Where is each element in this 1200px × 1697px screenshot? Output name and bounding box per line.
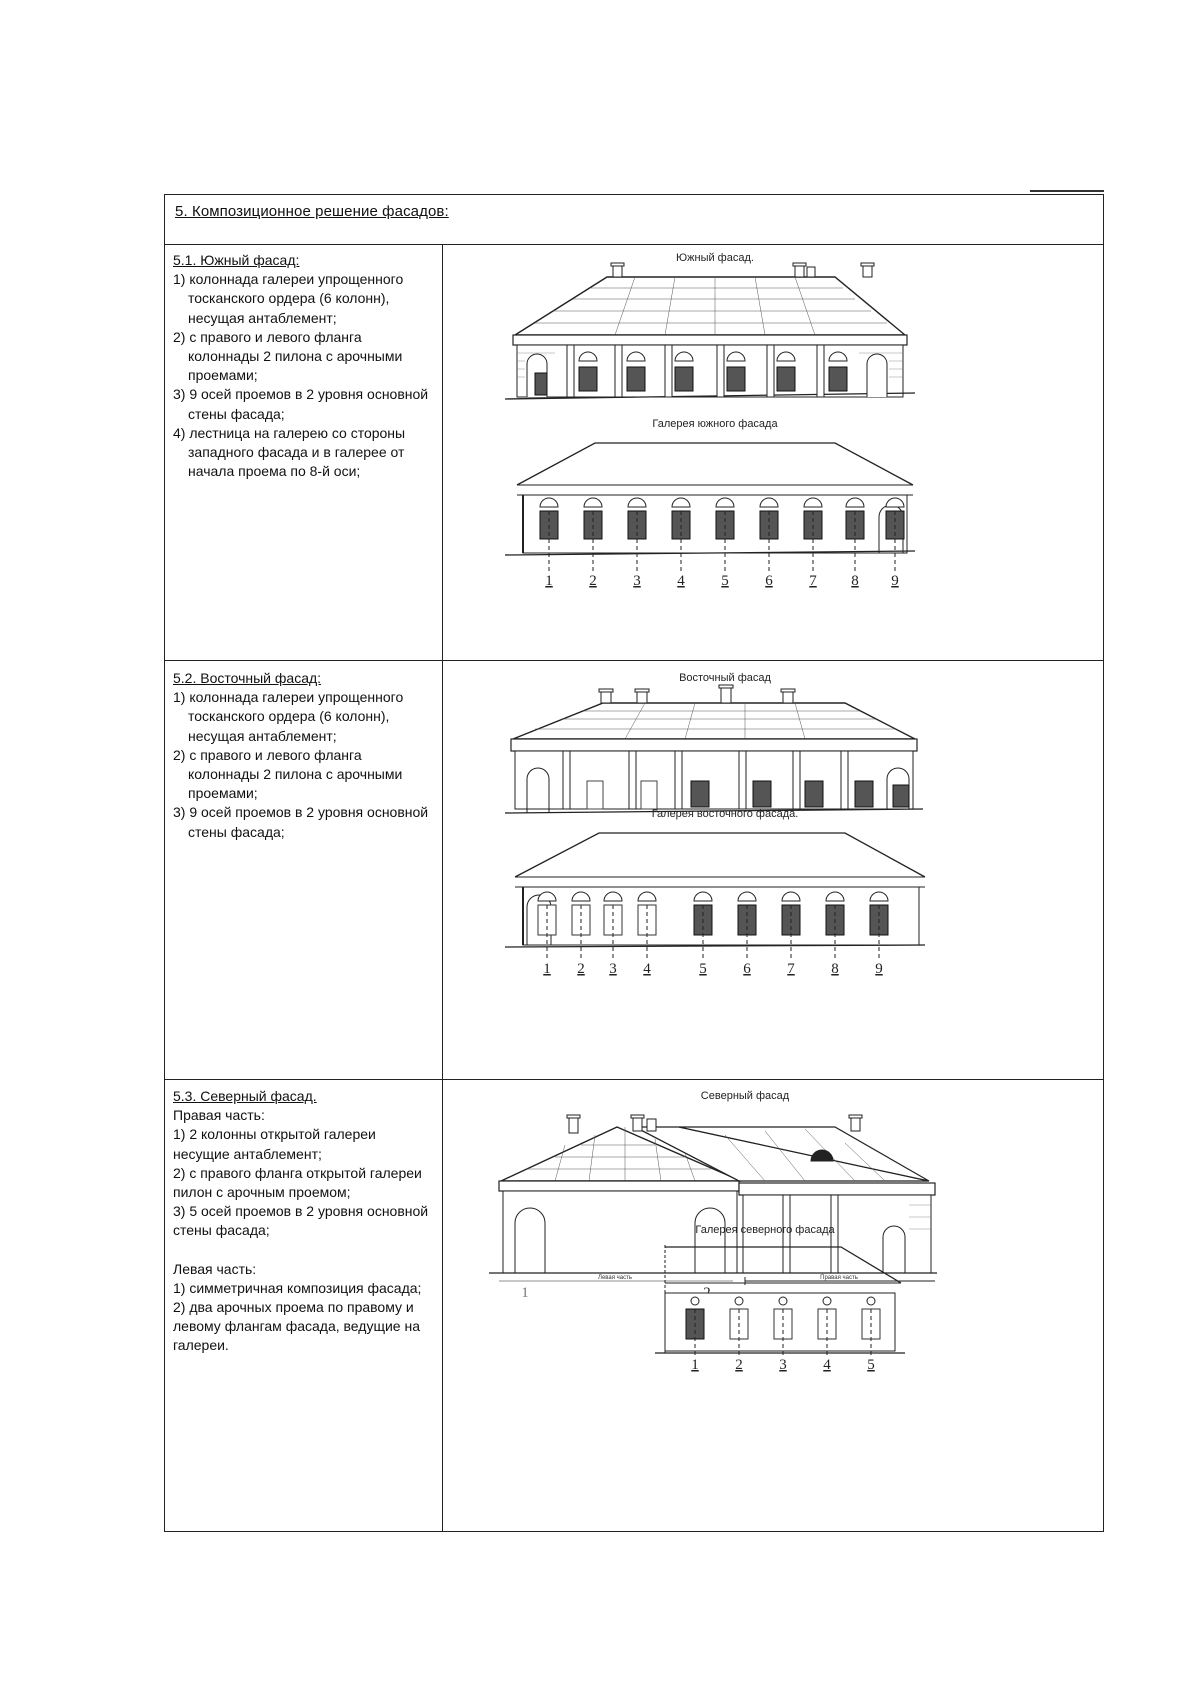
axis-number: 3: [633, 573, 641, 589]
axis-number: 8: [831, 961, 839, 977]
subsection-label: Левая часть:: [173, 1260, 257, 1277]
list-item: 2) два арочных проема по правому и левому флангам фасада, ведущие на галереи.: [173, 1299, 420, 1354]
drawing-caption: Северный фасад: [700, 1090, 790, 1102]
round-window: [691, 1297, 699, 1305]
south-gallery-drawing: [495, 415, 925, 595]
section-south-text: [173, 251, 429, 481]
list-item: 3) 5 осей проемов в 2 уровня основной стены фасада;: [173, 1203, 429, 1239]
axis-number: 8: [851, 573, 859, 589]
axis-number: 3: [779, 1357, 787, 1373]
list-item: 2) с правого и левого фланга колоннады 2 пилона с арочными проемами;: [173, 746, 403, 802]
axis-number: 1: [691, 1357, 699, 1373]
south-facade-drawing: [495, 249, 925, 409]
drawing-caption: Восточный фасад: [679, 672, 771, 684]
section-heading: 5.3. Северный фасад.: [173, 1088, 317, 1104]
top-edge-line: [1030, 190, 1104, 192]
subsection-label: Правая часть:: [173, 1107, 265, 1124]
section-north-text: [173, 1087, 429, 1356]
drawing-caption: Галерея южного фасада: [652, 418, 778, 430]
axis-number: 4: [643, 961, 651, 977]
row-divider: [165, 244, 1103, 245]
east-gallery-drawing: [495, 803, 925, 983]
row-divider: [165, 660, 1103, 661]
axis-number: 7: [809, 573, 817, 589]
round-window: [779, 1297, 787, 1305]
axis-number: 2: [577, 961, 585, 977]
table-heading: 5. Композиционное решение фасадов:: [175, 203, 449, 220]
section-heading: 5.1. Южный фасад:: [173, 252, 300, 268]
axis-number: 4: [677, 573, 685, 589]
axis-number: 3: [609, 961, 617, 977]
round-window: [735, 1297, 743, 1305]
list-item: 1) симметричная композиция фасада;: [173, 1279, 422, 1296]
axis-number: 4: [823, 1357, 831, 1373]
column-divider: [442, 244, 443, 1531]
row-divider: [165, 1079, 1103, 1080]
axis-number: 5: [721, 573, 729, 589]
axis-number: 9: [891, 573, 899, 589]
list-item: 1) колоннада галереи упрощенного тосканского ордера (6 колонн), несущая антаблемент;: [173, 271, 404, 326]
axis-number: 7: [787, 961, 795, 977]
drawing-caption: Галерея северного фасада: [695, 1224, 835, 1236]
north-gallery-drawing: [655, 1224, 915, 1373]
axis-number: 5: [867, 1357, 875, 1373]
section-east-text: [173, 669, 429, 842]
section-heading: 5.2. Восточный фасад:: [173, 670, 322, 686]
axis-number: 1: [543, 961, 551, 977]
facades-table: [164, 194, 1104, 1532]
axis-number: 2: [735, 1357, 743, 1373]
list-item: 1) колоннада галереи упрощенного тосканского ордера (6 колонн), несущая антаблемент;: [173, 689, 404, 744]
axis-number: 9: [875, 961, 883, 977]
axis-number: 1: [545, 573, 553, 589]
drawing-caption: Южный фасад.: [676, 252, 754, 264]
axis-number: 6: [765, 573, 773, 589]
round-window: [823, 1297, 831, 1305]
list-item: 4) лестница на галерею со стороны западного фасада и в галерее от начала проема по 8-й оси;: [173, 424, 406, 480]
axis-number: 2: [589, 573, 597, 589]
list-item: 2) с правого фланга открытой галереи пилон с арочным проемом;: [173, 1164, 422, 1201]
list-item: 3) 9 осей проемов в 2 уровня основной стены фасада;: [173, 386, 429, 422]
axis-number: 6: [743, 961, 751, 977]
round-window: [867, 1297, 875, 1305]
list-item: 1) 2 колонны открытой галереи несущие антаблемент;: [173, 1126, 376, 1162]
list-item: 3) 9 осей проемов в 2 уровня основной стены фасада;: [173, 804, 429, 840]
list-item: 2) с правого и левого фланга колоннады 2 пилона с арочными проемами;: [173, 328, 403, 384]
drawing-caption: Галерея восточного фасада.: [651, 808, 799, 820]
part-label: Правая часть: [820, 1275, 858, 1281]
part-label: Левая часть: [598, 1275, 632, 1281]
axis-number: 5: [699, 961, 707, 977]
part-number: 1: [521, 1285, 529, 1301]
